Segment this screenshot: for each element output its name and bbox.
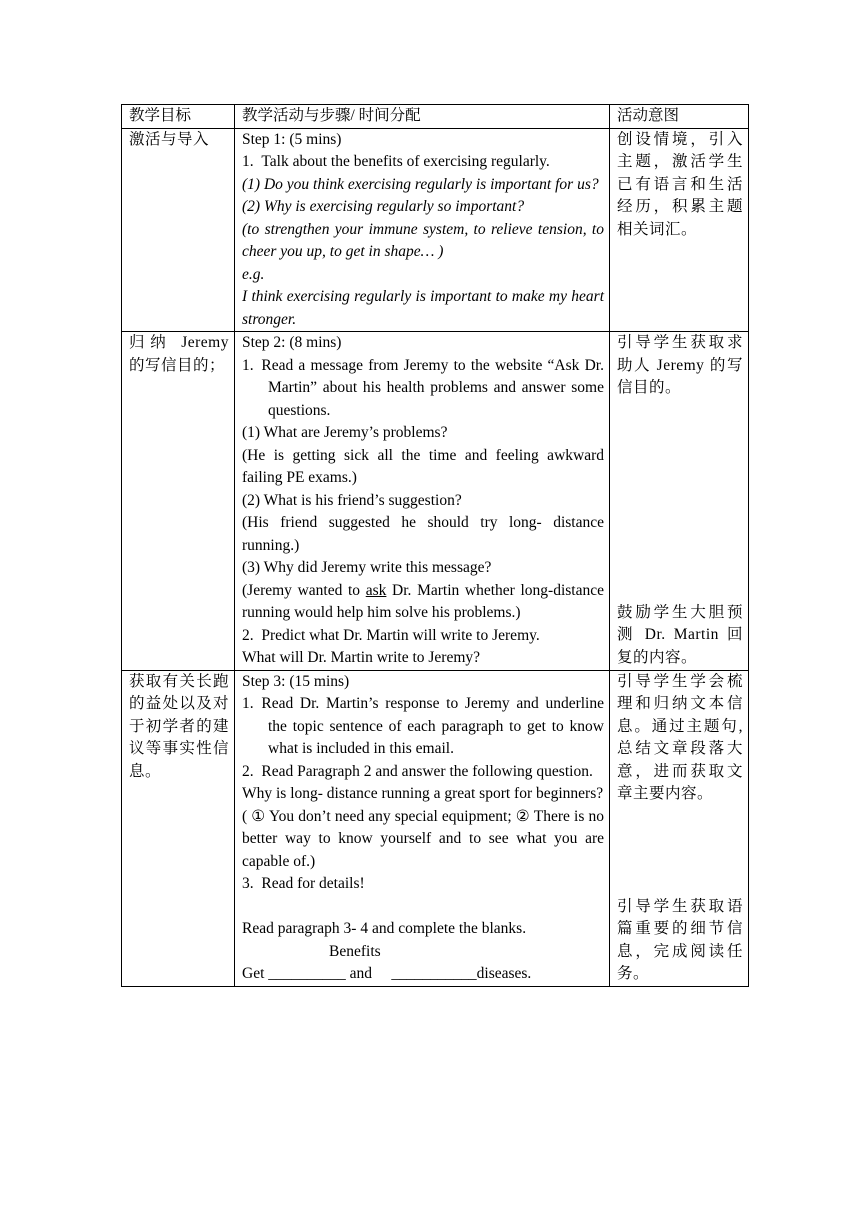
task-item: 1. Talk about the benefits of exercising regularly. — [242, 153, 550, 170]
table-row — [122, 670, 749, 986]
question: Why is long- distance running a great sport for beginners? — [242, 785, 604, 802]
answer: (He is getting sick all the time and feeling awkward failing PE exams.) — [242, 446, 604, 486]
intent-text: 引导学生获取语篇重要的细节信息，完成阅读任务。 — [617, 897, 743, 982]
goal-cell — [122, 670, 235, 986]
goal-text: 激活与导入 — [129, 130, 210, 148]
goal-text: 获取有关长跑的益处以及对于初学者的建议等事实性信息。 — [129, 672, 229, 780]
underlined-word: ask — [365, 581, 387, 599]
question: (1) What are Jeremy’s problems? — [242, 424, 448, 441]
question: (1) Do you think exercising regularly is important for us? — [242, 175, 599, 193]
step-title: Step 1: (5 mins) — [242, 130, 342, 148]
header-activity: 教学活动与步骤/ 时间分配 — [235, 105, 610, 129]
answer: (His friend suggested he should try long- distance running.) — [242, 514, 604, 554]
task-item: 2. Predict what Dr. Martin will write to Jeremy. — [242, 626, 540, 644]
task-item: 2. Read Paragraph 2 and answer the following question. — [242, 762, 593, 780]
task-instruction: Read paragraph 3- 4 and complete the blanks. — [242, 920, 527, 937]
answer-part: (Jeremy wanted to — [242, 581, 366, 599]
question: (2) Why is exercising regularly so important? — [242, 198, 525, 215]
intent-text: 引导学生学会梳理和归纳文本信息。通过主题句,总结文章段落大意，进而获取文章主要内容。 — [617, 672, 743, 802]
intent-text: 鼓励学生大胆预测 Dr. Martin 回复的内容。 — [617, 603, 743, 666]
goal-text: 归纳 Jeremy 的写信目的； — [129, 334, 229, 374]
fill-blank: Get __________ and ___________diseases. — [242, 965, 532, 982]
answer: (to strengthen your immune system, to relieve tension, to cheer you up, to get in shape… ) — [242, 220, 604, 260]
step-title: Step 2: (8 mins) — [242, 334, 342, 351]
example-sentence: I think exercising regularly is important to make my heart stronger. — [242, 288, 604, 328]
table-row — [122, 332, 749, 671]
header-intent: 活动意图 — [610, 105, 749, 129]
table-header-row — [122, 105, 749, 129]
goal-cell — [122, 332, 235, 671]
intent-cell — [610, 332, 749, 671]
goal-cell — [122, 128, 235, 332]
answer: ( ① You don’t need any special equipment; ② There is no better way to know yourself and to see what you are capable of.) — [242, 807, 604, 870]
intent-text: 引导学生获取求助人 Jeremy 的写信目的。 — [617, 334, 743, 396]
intent-cell — [610, 128, 749, 332]
task-item: 3. Read for details! — [242, 875, 365, 892]
activity-cell — [235, 128, 610, 332]
example-label: e.g. — [242, 265, 265, 283]
task-item: 1. Read Dr. Martin’s response to Jeremy and underline the topic sentence of each paragraph to get to know what is included in this email. — [242, 695, 604, 757]
answer — [242, 580, 604, 625]
question: (2) What is his friend’s suggestion? — [242, 491, 462, 509]
task-item: 1. Read a message from Jeremy to the website “Ask Dr. Martin” about his health problems and answer some questions. — [242, 356, 604, 419]
step-title: Step 3: (15 mins) — [242, 672, 350, 690]
question: What will Dr. Martin write to Jeremy? — [242, 649, 481, 666]
lesson-plan-table — [121, 104, 749, 987]
intent-cell — [610, 670, 749, 986]
header-goal: 教学目标 — [122, 105, 235, 129]
activity-cell — [235, 332, 610, 671]
table-row — [122, 128, 749, 332]
question: (3) Why did Jeremy write this message? — [242, 559, 492, 576]
activity-cell — [235, 670, 610, 986]
benefits-heading: Benefits — [329, 942, 381, 960]
blank-line — [242, 896, 604, 919]
intent-text: 创设情境，引入主题，激活学生已有语言和生活经历，积累主题相关词汇。 — [617, 130, 743, 238]
answer-part: Dr. Martin whether long-distance running would help him solve his problems.) — [242, 581, 604, 621]
